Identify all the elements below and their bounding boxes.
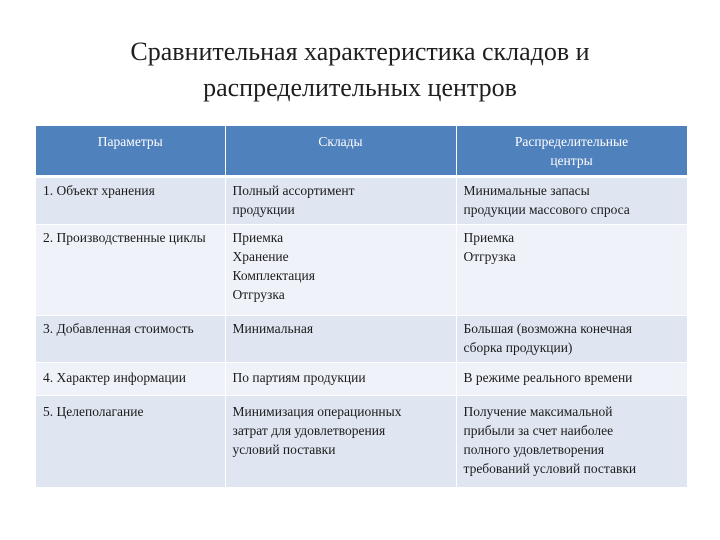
header-warehouses: Склады xyxy=(225,126,456,177)
cell-param: 1. Объект хранения xyxy=(36,177,225,225)
cell-line: Приемка xyxy=(463,230,515,245)
cell-line: Минимизация операционных xyxy=(232,404,402,419)
cell-line: затрат для удовлетворения xyxy=(232,423,386,438)
cell-warehouses xyxy=(225,316,456,363)
cell-distribution-centers xyxy=(456,177,687,225)
cell-line: Большая (возможна конечная xyxy=(463,321,632,336)
cell-distribution-centers xyxy=(456,396,687,488)
header-dc-line-2: центры xyxy=(550,153,593,168)
cell-line: Минимальные запасы xyxy=(463,183,590,198)
table-row xyxy=(36,177,687,225)
comparison-table xyxy=(36,126,688,488)
cell-line: Приемка xyxy=(232,230,284,245)
cell-line: условий поставки xyxy=(232,442,336,457)
cell-line: сборка продукции) xyxy=(463,340,573,355)
cell-line: продукции xyxy=(232,202,295,217)
cell-line: полного удовлетворения xyxy=(463,442,605,457)
cell-line: В режиме реального времени xyxy=(463,370,633,385)
cell-line: Полный ассортимент xyxy=(232,183,355,198)
cell-warehouses xyxy=(225,225,456,316)
cell-line: Отгрузка xyxy=(463,249,516,264)
cell-line: требований условий поставки xyxy=(463,461,637,476)
cell-line: прибыли за счет наиболее xyxy=(463,423,614,438)
cell-line: Хранение xyxy=(232,249,289,264)
cell-warehouses xyxy=(225,396,456,488)
cell-line: Отгрузка xyxy=(232,287,285,302)
cell-line: Минимальная xyxy=(232,321,314,336)
cell-param: 3. Добавленная стоимость xyxy=(36,316,225,363)
cell-distribution-centers xyxy=(456,316,687,363)
table-row xyxy=(36,396,687,488)
table-row xyxy=(36,225,687,316)
cell-param: 5. Целеполагание xyxy=(36,396,225,488)
table-header-row xyxy=(36,126,687,177)
slide-title xyxy=(0,34,720,106)
table-row xyxy=(36,363,687,396)
cell-distribution-centers xyxy=(456,363,687,396)
header-params: Параметры xyxy=(36,126,225,177)
cell-warehouses xyxy=(225,177,456,225)
cell-line: По партиям продукции xyxy=(232,370,366,385)
table-row xyxy=(36,316,687,363)
cell-line: продукции массового спроса xyxy=(463,202,630,217)
title-line-1: Сравнительная характеристика складов и xyxy=(130,37,590,66)
cell-line: Получение максимальной xyxy=(463,404,613,419)
cell-param: 4. Характер информации xyxy=(36,363,225,396)
header-dc-line-1: Распределительные xyxy=(514,134,629,149)
cell-line: Комплектация xyxy=(232,268,315,283)
cell-distribution-centers xyxy=(456,225,687,316)
title-line-2: распределительных центров xyxy=(203,73,517,102)
cell-param: 2. Производственные циклы xyxy=(36,225,225,316)
header-distribution-centers xyxy=(456,126,687,177)
cell-warehouses xyxy=(225,363,456,396)
